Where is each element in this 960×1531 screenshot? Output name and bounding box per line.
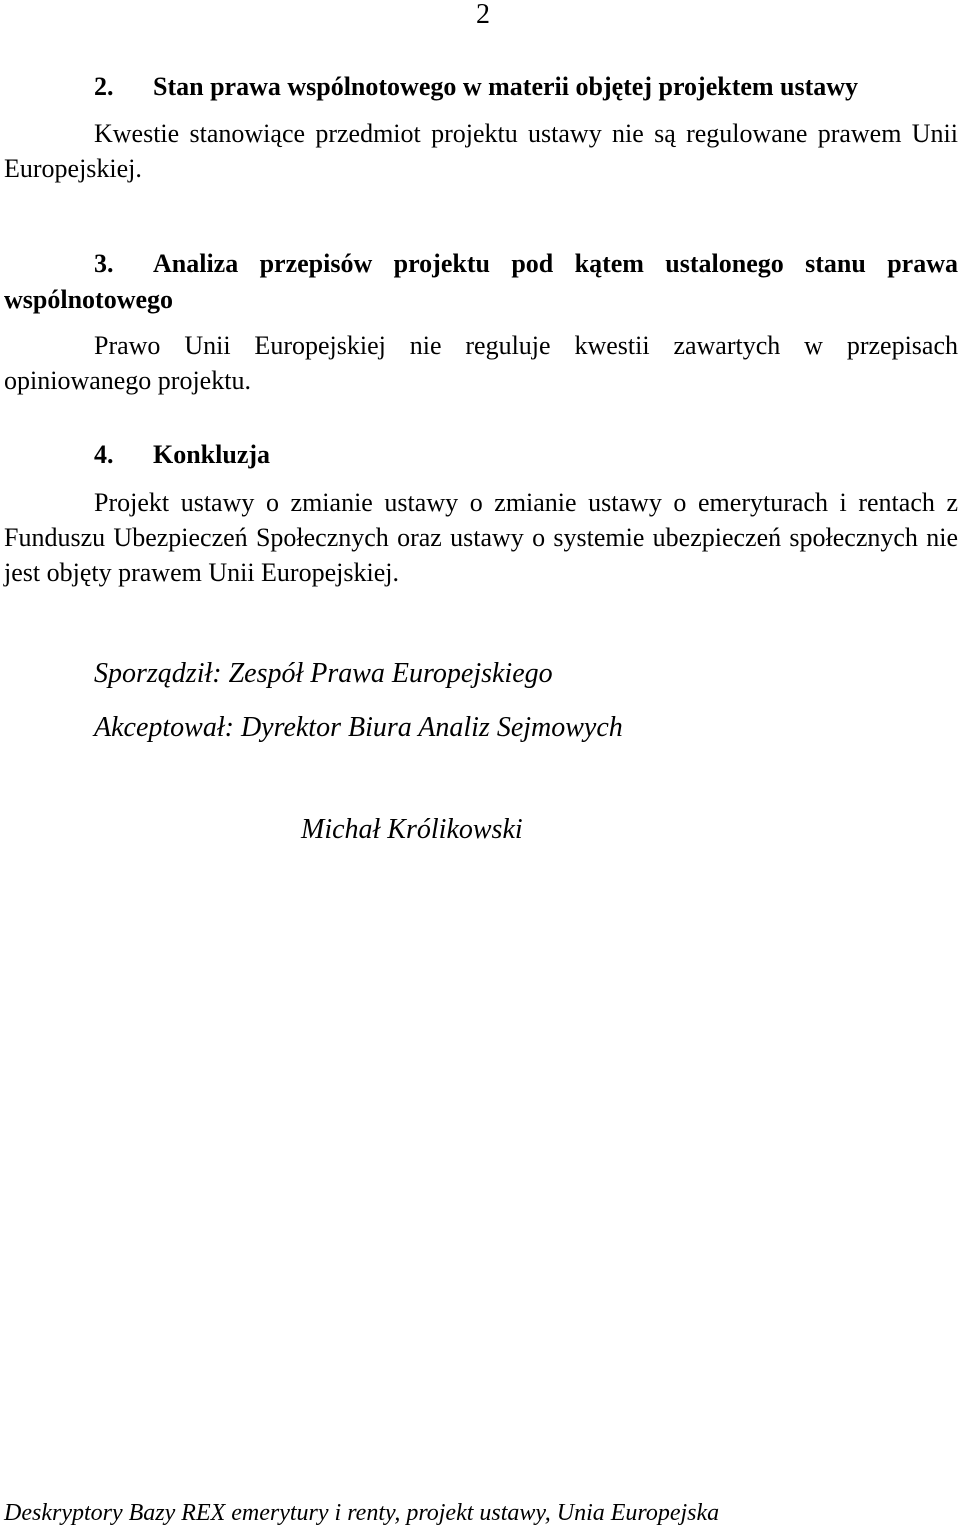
section-heading-2 <box>94 69 858 105</box>
section-body-3: Prawo Unii Europejskiej nie reguluje kwestii zawartych w przepisach opiniowanego projektu. <box>4 331 958 395</box>
section-number: 4. <box>94 440 114 469</box>
page-number: 2 <box>476 0 490 30</box>
section-body-4: Projekt ustawy o zmianie ustawy o zmianie ustawy o emeryturach i rentach z Funduszu Ubezpieczeń Społecznych oraz ustawy o systemie ubezpieczeń społecznych nie jest objęty prawem Unii Europejskiej. <box>4 488 958 587</box>
accepted-by: Akceptował: Dyrektor Biura Analiz Sejmowych <box>94 712 623 743</box>
section-heading-3 <box>4 246 958 318</box>
section-body-2: Kwestie stanowiące przedmiot projektu ustawy nie są regulowane prawem Unii Europejskiej. <box>4 119 958 183</box>
section-number: 3. <box>94 249 114 278</box>
section-title: Analiza przepisów projektu pod kątem ustalonego stanu prawa wspólnotowego <box>4 249 958 314</box>
prepared-by: Sporządził: Zespół Prawa Europejskiego <box>94 658 553 689</box>
section-number: 2. <box>94 72 114 101</box>
section-heading-4 <box>94 437 270 473</box>
section-title: Konkluzja <box>153 440 271 469</box>
section-title: Stan prawa wspólnotowego w materii objętej projektem ustawy <box>153 72 859 101</box>
descriptors-footer: Deskryptory Bazy REX emerytury i renty, projekt ustawy, Unia Europejska <box>4 1500 720 1526</box>
signatory-name: Michał Królikowski <box>301 814 523 845</box>
